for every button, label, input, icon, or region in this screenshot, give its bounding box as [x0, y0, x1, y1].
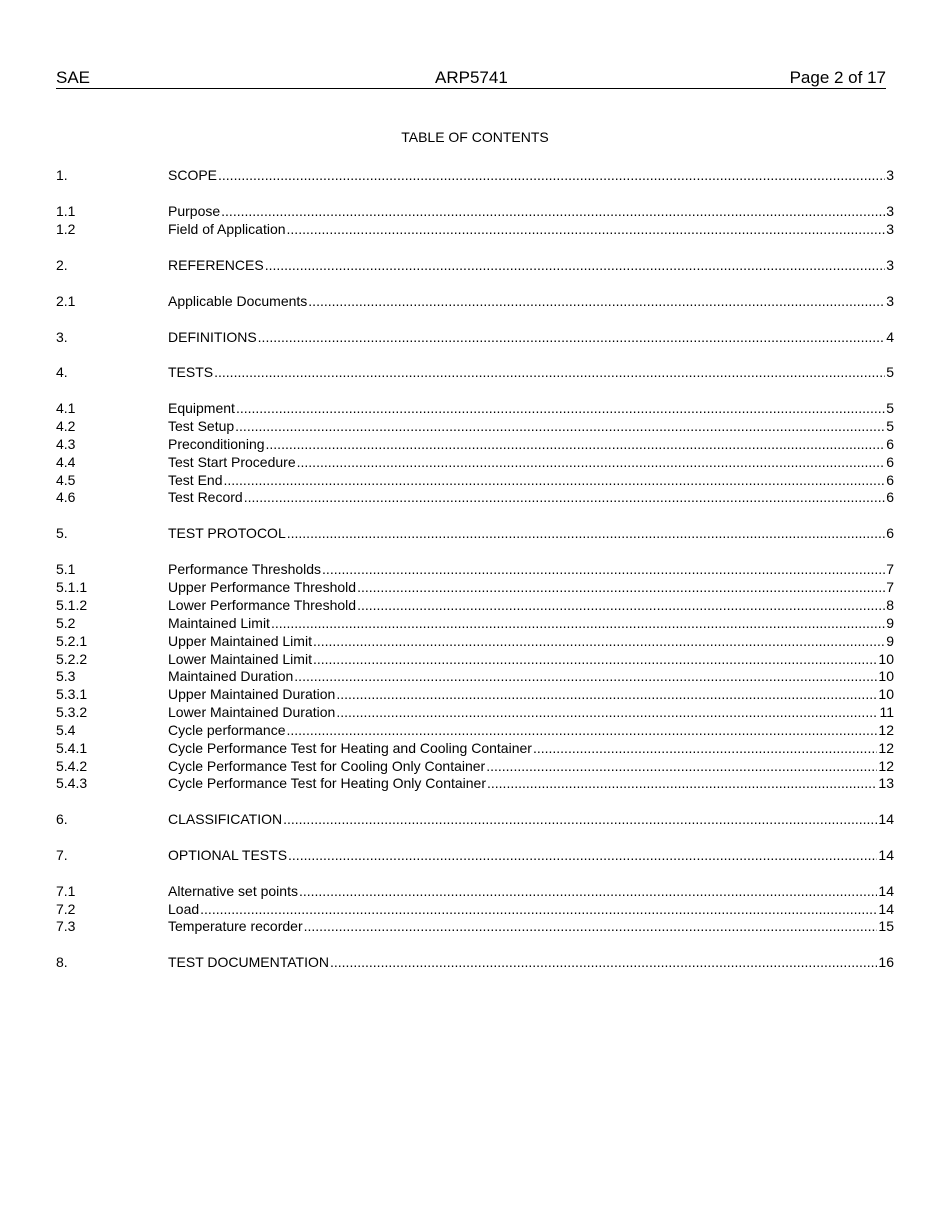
toc-entry[interactable] [56, 417, 894, 435]
toc-entry-label: Applicable Documents [168, 293, 308, 309]
toc-entry-label: Maintained Duration [168, 668, 294, 684]
toc-entry-number: 4. [56, 364, 68, 380]
toc-entry-number: 5.2.1 [56, 633, 88, 649]
toc-entry-page: 9 [886, 615, 894, 631]
toc-dot-leader [223, 471, 885, 489]
toc-entry-label: Cycle performance [168, 722, 286, 738]
toc-entry-number: 5.4.3 [56, 775, 88, 791]
toc-entry-number: 4.1 [56, 400, 76, 416]
toc-entry[interactable] [56, 256, 894, 274]
toc-entry-label: Maintained Limit [168, 615, 270, 631]
toc-dot-leader [200, 900, 877, 918]
toc-entry-number: 5.3 [56, 668, 76, 684]
toc-entry[interactable] [56, 578, 894, 596]
toc-entry-page: 14 [878, 811, 894, 827]
toc-entry-number: 5.3.1 [56, 686, 88, 702]
toc-entry[interactable] [56, 166, 894, 184]
toc-entry-label: Test End [168, 472, 223, 488]
toc-entry[interactable] [56, 882, 894, 900]
toc-entry-label: Upper Maintained Duration [168, 686, 336, 702]
toc-entry-number: 5.3.2 [56, 704, 88, 720]
toc-dot-leader [294, 667, 877, 685]
toc-entry-page: 7 [886, 579, 894, 595]
toc-dot-leader [258, 328, 886, 346]
toc-entry[interactable] [56, 435, 894, 453]
header-doc-number: ARP5741 [435, 68, 508, 87]
toc-entry-label: Upper Performance Threshold [168, 579, 357, 595]
page-header [56, 68, 886, 89]
toc-dot-leader [487, 774, 877, 792]
toc-dot-leader [336, 703, 878, 721]
toc-entry[interactable] [56, 632, 894, 650]
toc-entry[interactable] [56, 703, 894, 721]
toc-entry-page: 16 [878, 954, 894, 970]
toc-dot-leader [244, 488, 886, 506]
toc-dot-leader [322, 560, 885, 578]
toc-entry-label: Upper Maintained Limit [168, 633, 312, 649]
header-org: SAE [56, 68, 91, 87]
toc-dot-leader [287, 524, 885, 542]
toc-entry-number: 7.1 [56, 883, 76, 899]
toc-entry[interactable] [56, 846, 894, 864]
toc-dot-leader [271, 614, 885, 632]
toc-entry[interactable] [56, 488, 894, 506]
toc-entry-number: 4.4 [56, 454, 76, 470]
toc-entry-page: 6 [886, 489, 894, 505]
toc-entry-label: SCOPE [168, 167, 218, 183]
toc-entry-page: 15 [878, 918, 894, 934]
toc-dot-leader [265, 256, 886, 274]
toc-dot-leader [236, 399, 885, 417]
toc-entry-label: Lower Performance Threshold [168, 597, 357, 613]
toc-entry-number: 7.2 [56, 901, 76, 917]
toc-entry-page: 3 [886, 167, 894, 183]
toc-entry-label: Cycle Performance Test for Heating Only Container [168, 775, 486, 791]
toc-dot-leader [313, 632, 885, 650]
toc-entry-page: 10 [878, 651, 894, 667]
toc-entry[interactable] [56, 292, 894, 310]
toc-entry-page: 3 [886, 257, 894, 273]
toc-entry-number: 5.4 [56, 722, 76, 738]
toc-entry[interactable] [56, 650, 894, 668]
toc-entry[interactable] [56, 667, 894, 685]
toc-entry-number: 8. [56, 954, 68, 970]
toc-dot-leader [357, 578, 885, 596]
toc-entry-label: Field of Application [168, 221, 286, 237]
toc-entry-page: 6 [886, 436, 894, 452]
toc-entry-number: 2.1 [56, 293, 76, 309]
toc-entry[interactable] [56, 328, 894, 346]
toc-entry[interactable] [56, 739, 894, 757]
toc-dot-leader [218, 166, 885, 184]
toc-entry-number: 5.1.1 [56, 579, 88, 595]
toc-entry-number: 5.1.2 [56, 597, 88, 613]
toc-entry-label: Cycle Performance Test for Heating and Cooling Container [168, 740, 532, 756]
toc-entry-page: 4 [886, 329, 894, 345]
toc-entry-page: 14 [878, 883, 894, 899]
toc-entry-number: 1. [56, 167, 68, 183]
toc-entry-label: TEST PROTOCOL [168, 525, 286, 541]
toc-entry[interactable] [56, 202, 894, 220]
toc-entry-label: TESTS [168, 364, 214, 380]
toc-entry-label: DEFINITIONS [168, 329, 257, 345]
toc-entry-number: 5.2.2 [56, 651, 88, 667]
toc-entry-label: REFERENCES [168, 257, 264, 273]
toc-entry-number: 5.4.1 [56, 740, 88, 756]
toc-dot-leader [297, 453, 886, 471]
toc-entry-number: 1.1 [56, 203, 76, 219]
toc-entry-page: 14 [878, 901, 894, 917]
toc-entry-page: 12 [878, 722, 894, 738]
toc-dot-leader [357, 596, 885, 614]
toc-entry-number: 7.3 [56, 918, 76, 934]
toc-entry-label: Load [168, 901, 200, 917]
toc-entry-page: 12 [878, 758, 894, 774]
toc-entry-number: 1.2 [56, 221, 76, 237]
toc-entry-number: 4.3 [56, 436, 76, 452]
toc-entry-number: 4.5 [56, 472, 76, 488]
toc-entry-label: Preconditioning [168, 436, 265, 452]
toc-dot-leader [533, 739, 877, 757]
toc-entry-label: Equipment [168, 400, 235, 416]
toc-entry-page: 7 [886, 561, 894, 577]
toc-entry-page: 6 [886, 454, 894, 470]
toc-dot-leader [235, 417, 885, 435]
toc-entry[interactable] [56, 810, 894, 828]
toc-entry[interactable] [56, 399, 894, 417]
toc-dot-leader [287, 220, 886, 238]
toc-entry[interactable] [56, 685, 894, 703]
toc-entry-page: 6 [886, 472, 894, 488]
toc-entry[interactable] [56, 757, 894, 775]
toc-dot-leader [304, 917, 878, 935]
toc-entry-page: 13 [878, 775, 894, 791]
toc-entry-number: 5.2 [56, 615, 76, 631]
toc-entry-label: OPTIONAL TESTS [168, 847, 288, 863]
toc-entry-page: 12 [878, 740, 894, 756]
toc-entry[interactable] [56, 900, 894, 918]
toc-dot-leader [313, 650, 877, 668]
toc-entry-number: 5.4.2 [56, 758, 88, 774]
toc-entry-page: 8 [886, 597, 894, 613]
toc-entry-number: 7. [56, 847, 68, 863]
toc-entry[interactable] [56, 614, 894, 632]
toc-entry-page: 10 [878, 668, 894, 684]
toc-dot-leader [214, 363, 885, 381]
toc-entry[interactable] [56, 917, 894, 935]
toc-dot-leader [287, 721, 878, 739]
toc-dot-leader [288, 846, 877, 864]
toc-entry-number: 6. [56, 811, 68, 827]
toc-dot-leader [336, 685, 877, 703]
toc-entry[interactable] [56, 774, 894, 792]
toc-entry[interactable] [56, 363, 894, 381]
toc-entry[interactable] [56, 471, 894, 489]
toc-entry-page: 9 [886, 633, 894, 649]
toc-entry-page: 11 [879, 704, 894, 720]
toc-entry-label: Lower Maintained Duration [168, 704, 336, 720]
toc-entry-number: 5. [56, 525, 68, 541]
toc-entry[interactable] [56, 596, 894, 614]
toc-entry-label: Test Start Procedure [168, 454, 296, 470]
toc-entry[interactable] [56, 453, 894, 471]
toc-entry-page: 10 [878, 686, 894, 702]
toc-entry-label: Alternative set points [168, 883, 298, 899]
toc-dot-leader [221, 202, 885, 220]
toc-dot-leader [283, 810, 877, 828]
toc-entry-page: 5 [886, 418, 894, 434]
header-page-number: Page 2 of 17 [789, 68, 886, 87]
toc-entry-page: 6 [886, 525, 894, 541]
toc-entry-label: Test Record [168, 489, 243, 505]
toc-entry-page: 3 [886, 203, 894, 219]
toc-entry[interactable] [56, 721, 894, 739]
toc-entry-page: 3 [886, 221, 894, 237]
toc-entry-page: 14 [878, 847, 894, 863]
toc-entry-number: 4.2 [56, 418, 76, 434]
toc-entry-number: 2. [56, 257, 68, 273]
toc-entry-label: Purpose [168, 203, 221, 219]
toc-entry-label: Test Setup [168, 418, 235, 434]
toc-dot-leader [308, 292, 885, 310]
toc-title: TABLE OF CONTENTS [401, 129, 549, 145]
toc-dot-leader [330, 953, 877, 971]
toc-entry-number: 4.6 [56, 489, 76, 505]
toc-entry-label: Performance Thresholds [168, 561, 322, 577]
toc-dot-leader [266, 435, 886, 453]
toc-dot-leader [299, 882, 877, 900]
toc-entry-label: TEST DOCUMENTATION [168, 954, 329, 970]
toc-entry-number: 3. [56, 329, 68, 345]
toc-entry-label: Cycle Performance Test for Cooling Only Container [168, 758, 486, 774]
toc-entry-label: Temperature recorder [168, 918, 303, 934]
toc-entry[interactable] [56, 953, 894, 971]
toc-entry[interactable] [56, 560, 894, 578]
toc-entry-page: 5 [886, 364, 894, 380]
toc-entry[interactable] [56, 220, 894, 238]
toc-entry-number: 5.1 [56, 561, 76, 577]
toc-entry-label: Lower Maintained Limit [168, 651, 312, 667]
toc-dot-leader [486, 757, 877, 775]
toc-entry-page: 5 [886, 400, 894, 416]
toc-entry-page: 3 [886, 293, 894, 309]
toc-entry[interactable] [56, 524, 894, 542]
toc-entry-label: CLASSIFICATION [168, 811, 283, 827]
